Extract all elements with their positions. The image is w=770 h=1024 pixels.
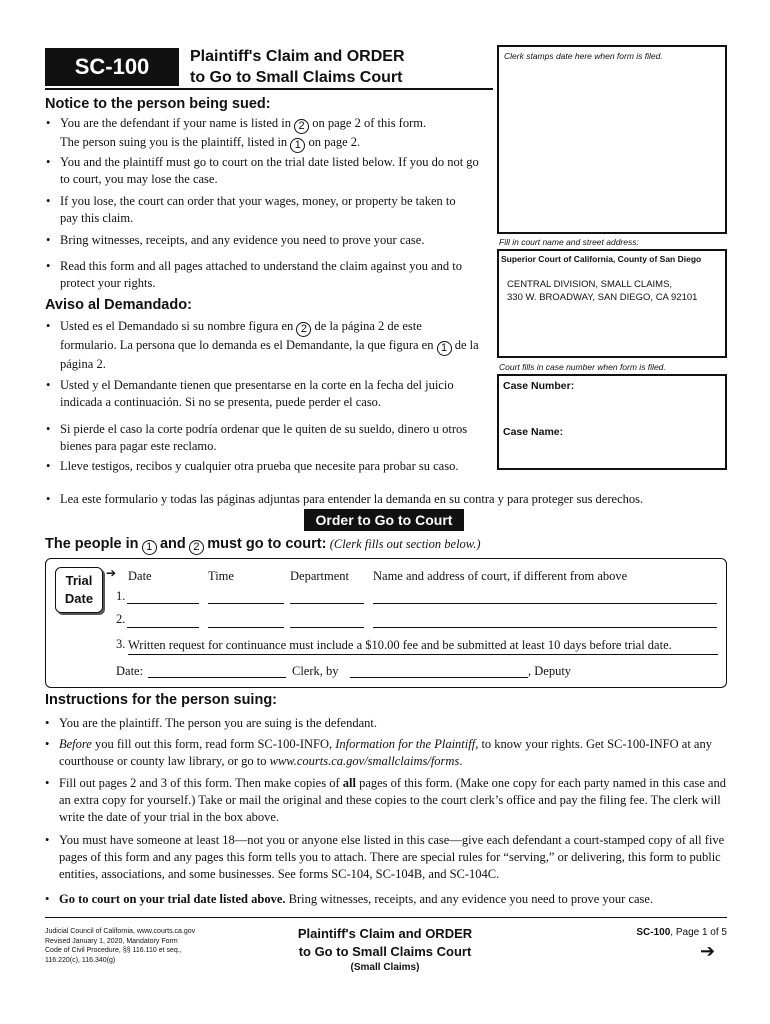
col-court-header: Name and address of court, if different from above bbox=[373, 569, 628, 583]
row1-date-field[interactable] bbox=[127, 603, 199, 604]
instruction-bullet-1: • You are the plaintiff. The person you are suing is the defendant. bbox=[45, 716, 377, 730]
circle-1-icon: 1 bbox=[437, 341, 452, 356]
footer-title: Plaintiff's Claim and ORDER to Go to Small Claims Court (Small Claims) bbox=[297, 926, 473, 973]
aviso-bullet-2: • Usted y el Demandante tienen que presentarse en la corte en la fecha del juicio indicada a continuación. Si no se presenta, puede perder el caso. bbox=[46, 378, 454, 409]
row1-court-field[interactable] bbox=[373, 603, 717, 604]
circle-2-icon: 2 bbox=[294, 119, 309, 134]
row2-dept-field[interactable] bbox=[290, 627, 364, 628]
form-title: Plaintiff's Claim and ORDER to Go to Small Claims Court bbox=[190, 48, 405, 86]
form-id-badge: SC-100 bbox=[45, 48, 179, 86]
court-name: Superior Court of California, County of San Diego bbox=[501, 254, 702, 264]
notice-heading: Notice to the person being sued: bbox=[45, 96, 271, 112]
instruction-bullet-4: • You must have someone at least 18—not you or anyone else listed in this case—give each defendant a court-stamped copy of all five pages of this form and any pages this form tells you to attach. There are special rules for “serving,” or delivering, this form to public entities, associations, and some businesses. See forms SC-104, SC-104B, and SC-104C. bbox=[45, 833, 725, 881]
circle-1-icon: 1 bbox=[142, 540, 157, 555]
notice-bullet-2: • You and the plaintiff must go to court on the trial date listed below. If you do not go to court, you may lose the case. bbox=[46, 155, 479, 186]
case-info-box[interactable] bbox=[497, 374, 727, 470]
notice-bullet-4: • Bring witnesses, receipts, and any evidence you need to prove your case. bbox=[46, 233, 425, 247]
row-3-label: 3. bbox=[116, 637, 126, 651]
order-title: Order to Go to Court bbox=[304, 509, 464, 531]
court-address-line1: CENTRAL DIVISION, SMALL CLAIMS, bbox=[507, 279, 673, 290]
instruction-bullet-5: • Go to court on your trial date listed above. Bring witnesses, receipts, and any evidence you need to prove your case. bbox=[45, 892, 654, 906]
col-date-header: Date bbox=[128, 569, 152, 583]
court-name-label: Fill in court name and street address: bbox=[499, 237, 639, 247]
continuance-note: Written request for continuance must include a $10.00 fee and be submitted at least 10 days before trial date. bbox=[128, 637, 718, 655]
aviso-bullet-4: • Lleve testigos, recibos y cualquier otra prueba que necesite para probar su caso. bbox=[46, 459, 459, 473]
clerk-by-label: Clerk, by bbox=[292, 664, 339, 678]
deputy-label: , Deputy bbox=[528, 664, 572, 678]
clerk-date-field[interactable] bbox=[148, 677, 286, 678]
trial-date-label: Trial Date bbox=[55, 567, 103, 613]
case-name-label: Case Name: bbox=[503, 426, 564, 438]
row2-court-field[interactable] bbox=[373, 627, 717, 628]
forms-link[interactable]: www.courts.ca.gov/smallclaims/forms bbox=[269, 754, 460, 768]
instructions-heading: Instructions for the person suing: bbox=[45, 692, 278, 708]
circle-2-icon: 2 bbox=[296, 322, 311, 337]
aviso-bullet-1: • Usted es el Demandado si su nombre figura en 2 de la página 2 de este formulario. La persona que lo demanda es el Demandante, la que figura en 1 de la página 2. bbox=[46, 319, 479, 371]
people-line: The people in 1 and 2 must go to court: (Clerk fills out section below.) bbox=[45, 536, 481, 553]
footer-divider bbox=[45, 917, 727, 918]
clerk-signature-field[interactable] bbox=[350, 677, 528, 678]
aviso-bullet-5: • Lea este formulario y todas las páginas adjuntas para entender la demanda en su contra y para proteger sus derechos. bbox=[46, 492, 644, 506]
case-number-hint: Court fills in case number when form is filed. bbox=[499, 362, 666, 372]
notice-bullet-5: • Read this form and all pages attached to understand the claim against you and to protect your rights. bbox=[46, 259, 462, 290]
notice-bullet-3: • If you lose, the court can order that your wages, money, or property be taken to pay this claim. bbox=[46, 194, 456, 225]
case-number-label: Case Number: bbox=[503, 380, 575, 392]
row2-time-field[interactable] bbox=[208, 627, 284, 628]
clerk-stamp-box: Clerk stamps date here when form is filed. bbox=[497, 45, 727, 234]
aviso-bullet-3: • Si pierde el caso la corte podría ordenar que le quiten de su sueldo, dinero u otros bienes para pagar este reclamo. bbox=[46, 422, 468, 453]
instruction-bullet-2: • Before you fill out this form, read form SC-100-INFO, Information for the Plaintiff, to know your rights. Get SC-100-INFO at any courthouse or county law library, or go to www.courts.ca.gov/smallclaims/forms. bbox=[45, 737, 712, 768]
col-dept-header: Department bbox=[290, 569, 350, 583]
instruction-bullet-3: • Fill out pages 2 and 3 of this form. Then make copies of all pages of this form. (Make one copy for each party named in this case and an extra copy for yourself.) Take or mail the original and these copies to the court clerk’s office and pay the filing fee. The clerk will write the date of your trial in the box above. bbox=[45, 776, 726, 824]
page-indicator: SC-100, Page 1 of 5 bbox=[636, 927, 727, 938]
date-label: Date: bbox=[116, 664, 144, 678]
footer-citation: Judicial Council of California, www.courts.ca.gov Revised January 1, 2020, Mandatory Form Code of Civil Procedure, §§ 116.110 et seq., 116.220(c), 116.340(g) bbox=[45, 928, 196, 964]
court-address-box[interactable] bbox=[497, 249, 727, 358]
row2-date-field[interactable] bbox=[127, 627, 199, 628]
circle-1-icon: 1 bbox=[290, 138, 305, 153]
row-1-label: 1. bbox=[116, 589, 126, 603]
title-divider bbox=[45, 88, 493, 90]
next-page-arrow-icon[interactable]: ➔ bbox=[700, 941, 716, 961]
aviso-heading: Aviso al Demandado: bbox=[45, 297, 192, 313]
arrow-icon: ➔ bbox=[106, 566, 117, 580]
court-address-line2: 330 W. BROADWAY, SAN DIEGO, CA 92101 bbox=[507, 292, 698, 303]
row-2-label: 2. bbox=[116, 612, 126, 626]
notice-bullet-1: • You are the defendant if your name is listed in 2 on page 2 of this form. The person suing you is the plaintiff, listed in 1 on page 2. bbox=[46, 116, 427, 151]
row1-time-field[interactable] bbox=[208, 603, 284, 604]
col-time-header: Time bbox=[208, 569, 234, 583]
row1-dept-field[interactable] bbox=[290, 603, 364, 604]
circle-2-icon: 2 bbox=[189, 540, 204, 555]
